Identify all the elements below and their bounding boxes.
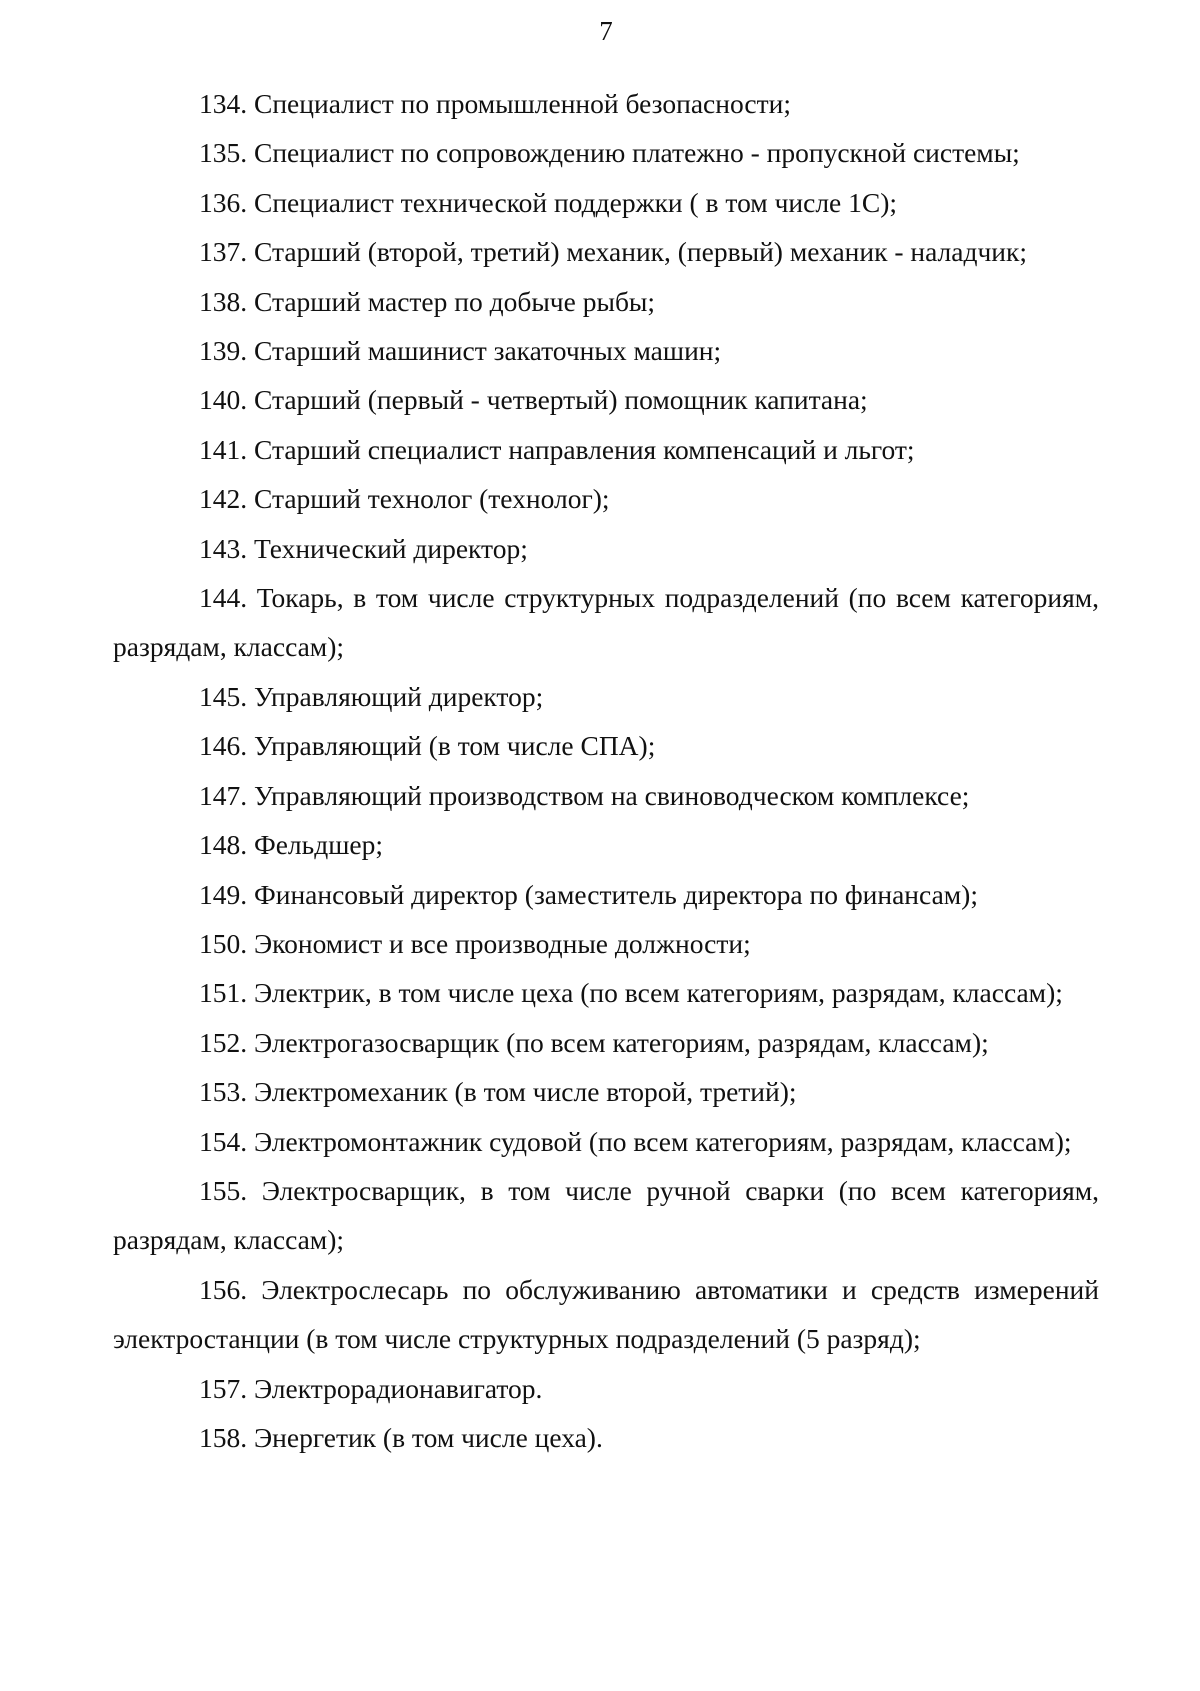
list-item: 137. Старший (второй, третий) механик, (первый) механик - наладчик; [199,236,1027,268]
list-item: 143. Технический директор; [199,532,528,564]
list-item: 154. Электромонтажник судовой (по всем категориям, разрядам, классам); [199,1125,1072,1157]
list-item: 156. Электрослесарь по обслуживанию автоматики и средств измерений электростанции (в том числе структурных подразделений (5 разряд); [113,1273,1099,1355]
list-item: 153. Электромеханик (в том числе второй, третий); [199,1076,797,1108]
list-item: 152. Электрогазосварщик (по всем категориям, разрядам, классам); [199,1026,989,1058]
list-item: 147. Управляющий производством на свиноводческом комплексе; [199,779,970,811]
list-item: 150. Экономист и все производные должности; [199,927,751,959]
list-item: 151. Электрик, в том числе цеха (по всем категориям, разрядам, классам); [199,977,1063,1009]
list-item: 142. Старший технолог (технолог); [199,483,610,515]
page-number: 7 [599,16,613,46]
list-item: 140. Старший (первый - четвертый) помощник капитана; [199,384,868,416]
list-item: 136. Специалист технической поддержки ( в том числе 1С); [199,186,898,218]
list-item: 148. Фельдшер; [199,829,383,861]
list-item: 145. Управляющий директор; [199,680,544,712]
list-item: 157. Электрорадионавигатор. [199,1372,543,1404]
position-list [113,79,1099,1462]
list-item: 149. Финансовый директор (заместитель директора по финансам); [199,878,978,910]
list-item: 146. Управляющий (в том числе СПА); [199,730,656,762]
list-item: 155. Электросварщик, в том числе ручной сварки (по всем категориям, разрядам, классам); [113,1174,1099,1256]
list-item: 158. Энергетик (в том числе цеха). [199,1421,603,1453]
list-item: 138. Старший мастер по добыче рыбы; [199,285,656,317]
list-item: 139. Старший машинист закаточных машин; [199,335,722,367]
list-item: 135. Специалист по сопровождению платежно - пропускной системы; [199,137,1020,169]
list-item: 141. Старший специалист направления компенсаций и льгот; [199,433,915,465]
list-item: 144. Токарь, в том числе структурных подразделений (по всем категориям, разрядам, классам); [113,582,1099,663]
list-item: 134. Специалист по промышленной безопасности; [199,88,791,119]
